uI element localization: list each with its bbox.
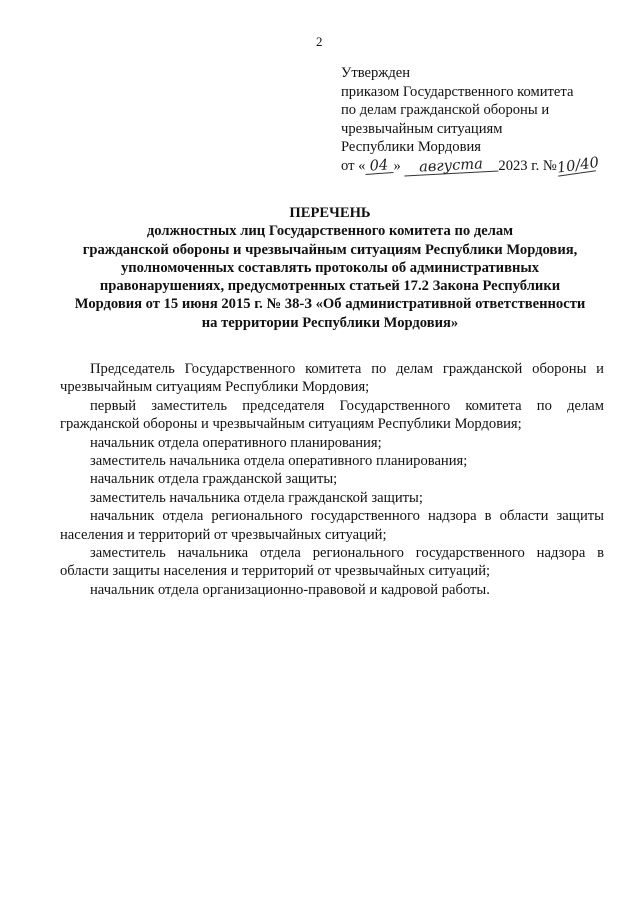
title-line: гражданской обороны и чрезвычайным ситуациям Республики Мордовия,: [82, 241, 578, 258]
list-item: заместитель начальника отдела регионального государственного надзора в области защиты населения и территорий от чрезвычайных ситуаций;: [60, 545, 604, 580]
list-item: Председатель Государственного комитета по делам гражданской обороны и чрезвычайным ситуациям Республики Мордовия;: [60, 361, 604, 396]
approval-line-2: приказом Государственного комитета: [341, 83, 574, 100]
list-item: начальник отдела регионального государственного надзора в области защиты населения и территорий от чрезвычайных ситуаций;: [60, 508, 604, 543]
list-item: начальник отдела оперативного планирования;: [90, 434, 382, 451]
approval-line-3: по делам гражданской обороны и: [341, 102, 550, 118]
position-list: [60, 360, 604, 599]
title-heading: ПЕРЕЧЕНЬ: [289, 205, 371, 221]
list-item: начальник отдела организационно-правовой и кадровой работы.: [90, 581, 490, 598]
approval-date-line: [341, 153, 626, 177]
date-prefix: от «: [341, 157, 366, 174]
date-mid: »: [393, 157, 401, 174]
page-number: 2: [316, 34, 323, 49]
handwritten-day: 04: [365, 157, 394, 175]
list-item: начальник отдела гражданской защиты;: [90, 471, 338, 488]
approval-stamp-block: [341, 64, 626, 175]
list-item: заместитель начальника отдела гражданской защиты;: [90, 489, 423, 506]
list-item: первый заместитель председателя Государственного комитета по делам гражданской обороны и чрезвычайным ситуациям Республики Мордовия;: [60, 397, 604, 433]
approval-line-1: Утвержден: [341, 65, 411, 81]
list-item: заместитель начальника отдела оперативного планирования;: [90, 453, 468, 470]
title-line: правонарушениях, предусмотренных статьей 17.2 Закона Республики: [99, 278, 561, 295]
document-title: [40, 204, 620, 332]
approval-line-5: Республики Мордовия: [341, 139, 482, 155]
handwritten-month: августа: [404, 155, 499, 176]
approval-line-4: чрезвычайным ситуациям: [341, 120, 503, 137]
title-line: Мордовия от 15 июня 2015 г. № 38-З «Об административной ответственности: [74, 296, 586, 313]
handwritten-order-number: 10/40: [555, 153, 600, 177]
date-year: 2023 г. №: [498, 157, 557, 174]
title-line: на территории Республики Мордовия»: [201, 314, 459, 331]
title-line: уполномоченных составлять протоколы об административных: [120, 259, 540, 276]
title-line: должностных лиц Государственного комитета по делам: [146, 223, 514, 240]
